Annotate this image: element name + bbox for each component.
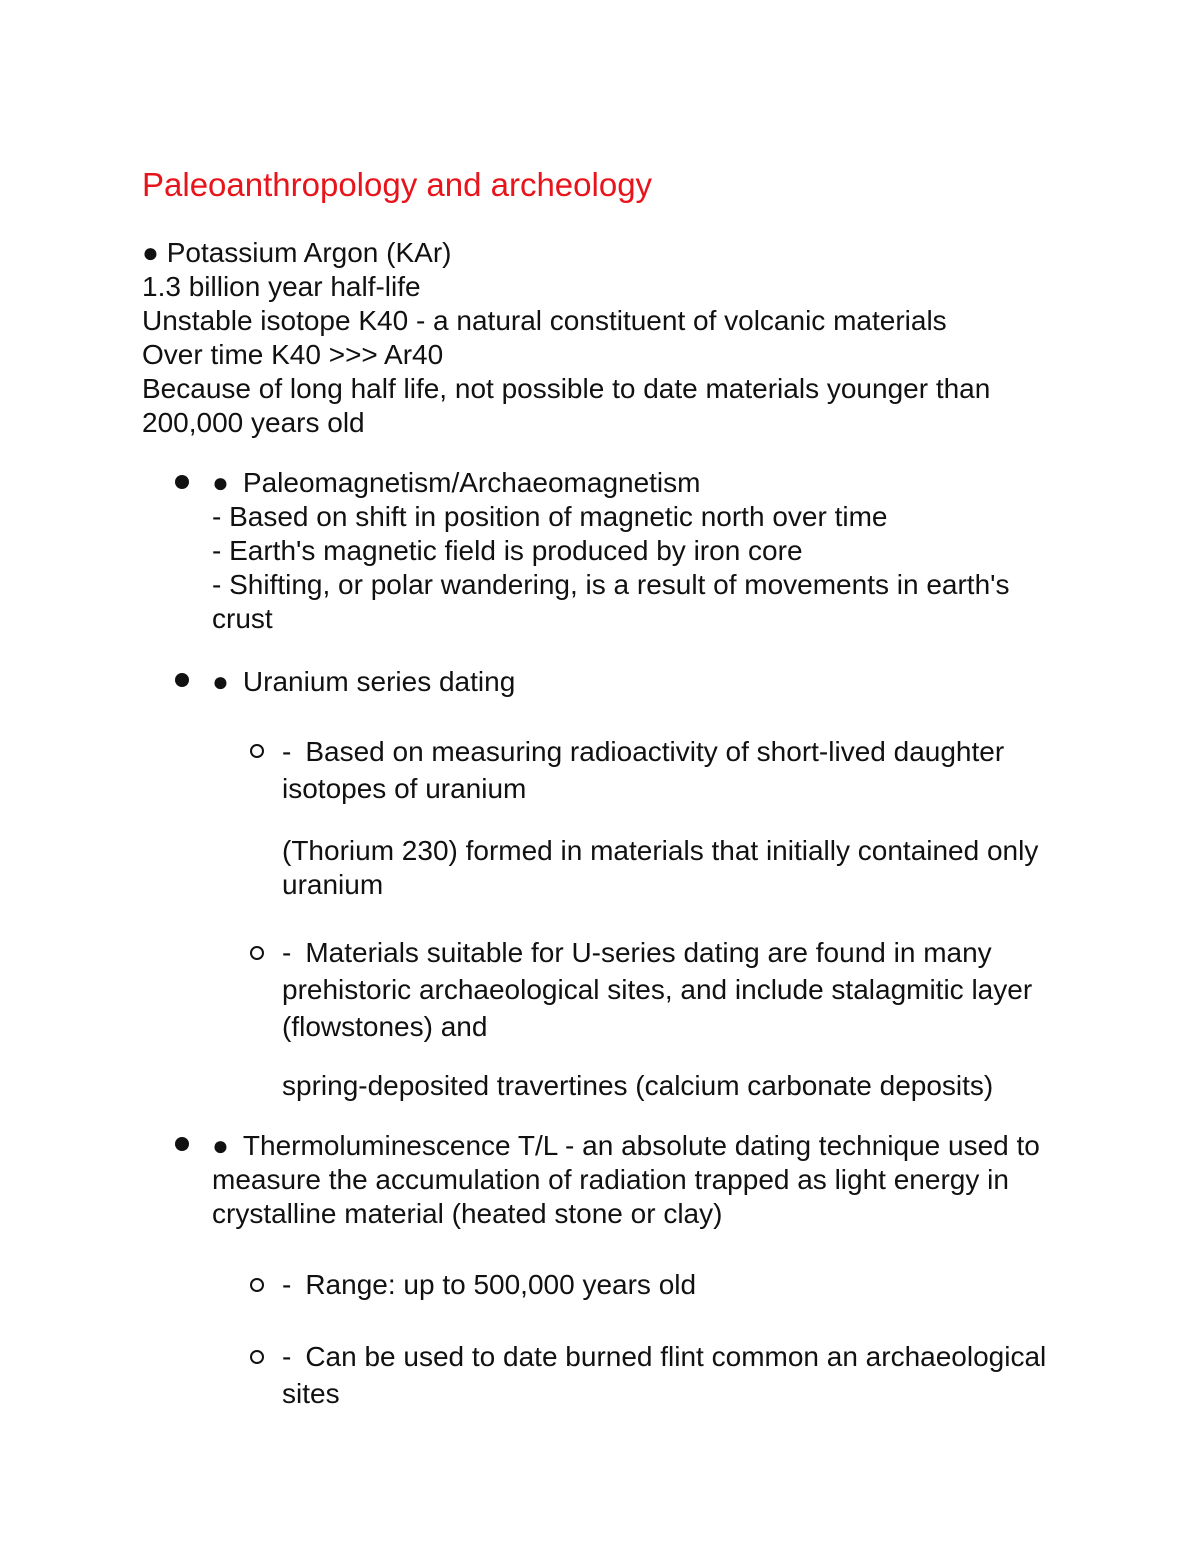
sub-item-continuation: (Thorium 230) formed in materials that initially contained only uranium	[282, 835, 1039, 900]
sub-item-text: Can be used to date burned flint common an archaeological sites	[282, 1341, 1047, 1409]
dash-glyph: -	[282, 1269, 292, 1300]
section-heading-line	[212, 466, 1072, 500]
hollow-bullet-icon	[250, 1278, 264, 1292]
dash-glyph: -	[282, 937, 292, 968]
bullet-dot-icon	[175, 673, 189, 687]
sub-item-text: Range: up to 500,000 years old	[305, 1269, 697, 1300]
sub-item	[282, 1338, 1062, 1412]
intro-line: Unstable isotope K40 - a natural constituent of volcanic materials	[142, 305, 947, 336]
section-heading: Uranium series dating	[242, 666, 516, 697]
sub-item-text: Materials suitable for U-series dating are found in many prehistoric archaeological sites, and include stalagmitic layer (flowstones) and	[282, 937, 1033, 1042]
bullet-dot-icon	[175, 1137, 189, 1151]
section-line: - Based on shift in position of magnetic north over time	[212, 501, 888, 532]
intro-line: Because of long half life, not possible to date materials younger than 200,000 years old	[142, 373, 991, 438]
intro-line: 1.3 billion year half-life	[142, 271, 421, 302]
page-title: Paleoanthropology and archeology	[142, 166, 653, 203]
dash-glyph: -	[282, 736, 292, 767]
dash-glyph: -	[282, 1341, 292, 1372]
section-heading: Thermoluminescence T/L - an absolute dating technique used to measure the accumulation of radiation trapped as light energy in crystalline material (heated stone or clay)	[212, 1130, 1040, 1229]
section-heading: Paleomagnetism/Archaeomagnetism	[242, 467, 701, 498]
intro-line: Over time K40 >>> Ar40	[142, 339, 444, 370]
section-line: - Shifting, or polar wandering, is a result of movements in earth's crust	[212, 569, 1010, 634]
bullet-glyph: ●	[142, 237, 159, 268]
hollow-bullet-icon	[250, 946, 264, 960]
hollow-bullet-icon	[250, 1350, 264, 1364]
bullet-glyph: ●	[212, 666, 229, 697]
paleomagnetism-block	[212, 466, 1072, 636]
sub-item	[282, 733, 1062, 807]
bullet-glyph: ●	[212, 1130, 229, 1161]
sub-item	[282, 1266, 1062, 1303]
sub-item-continuation: spring-deposited travertines (calcium carbonate deposits)	[282, 1070, 994, 1101]
section-line: - Earth's magnetic field is produced by iron core	[212, 535, 803, 566]
thermoluminescence-heading-line	[212, 1129, 1072, 1231]
potassium-argon-block	[142, 236, 1062, 440]
sub-item	[282, 934, 1062, 1045]
bullet-glyph: ●	[212, 467, 229, 498]
bullet-dot-icon	[175, 475, 189, 489]
intro-heading: Potassium Argon (KAr)	[166, 237, 452, 268]
intro-heading-line	[142, 236, 1062, 270]
hollow-bullet-icon	[250, 744, 264, 758]
sub-item-text: Based on measuring radioactivity of short-lived daughter isotopes of uranium	[282, 736, 1005, 804]
uranium-heading-line	[212, 665, 1072, 699]
